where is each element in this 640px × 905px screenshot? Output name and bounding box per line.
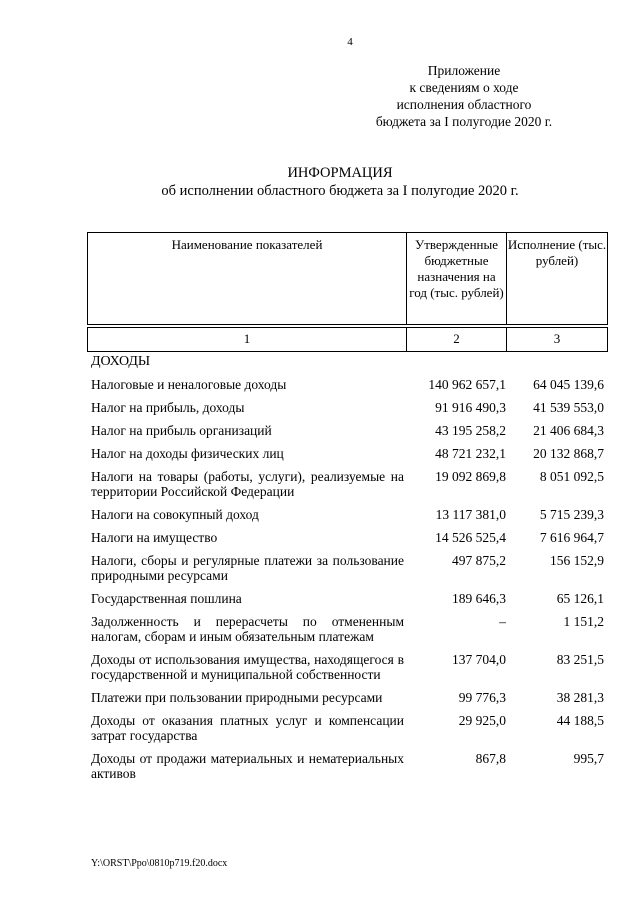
subtitle: об исполнении областного бюджета за I полугодие 2020 г. <box>161 183 519 199</box>
row-approved: 497 875,2 <box>452 553 506 568</box>
table-row <box>91 400 611 415</box>
page-number: 4 <box>347 36 353 48</box>
file-path: Y:\ORST\Ppo\0810p719.f20.docx <box>91 858 228 869</box>
row-executed: 44 188,5 <box>556 713 604 728</box>
title: ИНФОРМАЦИЯ <box>287 165 393 181</box>
header-name: Наименование показателей <box>88 233 407 324</box>
row-approved: 29 925,0 <box>458 713 506 728</box>
row-name: Налоги на совокупный доход <box>91 507 259 522</box>
table-row <box>91 553 611 583</box>
table-row <box>91 591 611 606</box>
table-row <box>91 690 611 705</box>
row-approved: 43 195 258,2 <box>435 423 506 438</box>
appendix-line: бюджета за I полугодие 2020 г. <box>375 114 553 129</box>
row-approved: 19 092 869,8 <box>435 469 506 484</box>
row-executed: 5 715 239,3 <box>539 507 604 522</box>
row-name: Доходы от оказания платных услуг и компенсации затрат государства <box>91 713 404 743</box>
table-row <box>91 751 611 781</box>
row-executed: 64 045 139,6 <box>533 377 604 392</box>
table-row <box>91 713 611 743</box>
table-row <box>91 423 611 438</box>
header-executed: Исполнение (тыс. рублей) <box>507 237 607 268</box>
appendix-line: исполнения областного <box>396 97 532 112</box>
row-executed: 1 151,2 <box>563 614 604 629</box>
table-header <box>87 232 608 325</box>
row-name: Задолженность и перерасчеты по отмененным налогам, сборам и иным обязательным платежам <box>91 614 404 644</box>
row-approved: 140 962 657,1 <box>428 377 506 392</box>
table-row <box>91 446 611 461</box>
row-name: Государственная пошлина <box>91 591 242 606</box>
table-row <box>91 614 611 644</box>
row-name: Налоги, сборы и регулярные платежи за пользование природными ресурсами <box>91 553 404 583</box>
table-row <box>91 469 611 499</box>
row-name: Доходы от использования имущества, находящегося в государственной и муниципальной собственности <box>91 652 404 682</box>
column-number: 3 <box>553 331 561 346</box>
row-executed: 8 051 092,5 <box>539 469 604 484</box>
document-title <box>60 164 620 200</box>
row-executed: 38 281,3 <box>556 690 604 705</box>
header-approved: Утвержденные бюджетные назначения на год (тыс. рублей) <box>407 233 507 324</box>
row-executed: 83 251,5 <box>556 652 604 667</box>
row-approved: 99 776,3 <box>458 690 506 705</box>
column-number: 2 <box>407 328 507 351</box>
column-number: 1 <box>88 328 407 351</box>
row-executed: 41 539 553,0 <box>533 400 604 415</box>
row-approved: 48 721 232,1 <box>435 446 506 461</box>
column-numbers <box>87 327 608 352</box>
table-row <box>91 507 611 522</box>
appendix-note <box>344 62 584 130</box>
row-executed: 7 616 964,7 <box>539 530 604 545</box>
row-name: Платежи при пользовании природными ресурсами <box>91 690 383 705</box>
table-body <box>91 377 611 789</box>
table-row <box>91 652 611 682</box>
row-approved: 91 916 490,3 <box>435 400 506 415</box>
appendix-line: к сведениям о ходе <box>409 80 519 95</box>
row-name: Налоги на имущество <box>91 530 218 545</box>
table-row <box>91 377 611 392</box>
row-approved: 13 117 381,0 <box>435 507 506 522</box>
row-approved: 14 526 525,4 <box>435 530 506 545</box>
row-name: Доходы от продажи материальных и нематериальных активов <box>91 751 404 781</box>
row-executed: 65 126,1 <box>556 591 604 606</box>
row-approved: 189 646,3 <box>452 591 506 606</box>
row-name: Налоги на товары (работы, услуги), реализуемые на территории Российской Федерации <box>91 469 404 499</box>
row-name: Налог на прибыль организаций <box>91 423 272 438</box>
row-executed: 21 406 684,3 <box>533 423 604 438</box>
row-executed: 995,7 <box>573 751 604 766</box>
row-executed: 156 152,9 <box>550 553 604 568</box>
row-approved: 867,8 <box>475 751 506 766</box>
row-name: Налоговые и неналоговые доходы <box>91 377 287 392</box>
row-executed: 20 132 868,7 <box>533 446 604 461</box>
appendix-line: Приложение <box>427 63 501 78</box>
section-title: ДОХОДЫ <box>91 354 151 369</box>
row-approved: 137 704,0 <box>452 652 506 667</box>
row-name: Налог на прибыль, доходы <box>91 400 245 415</box>
row-approved: – <box>499 614 506 629</box>
row-name: Налог на доходы физических лиц <box>91 446 284 461</box>
table-row <box>91 530 611 545</box>
